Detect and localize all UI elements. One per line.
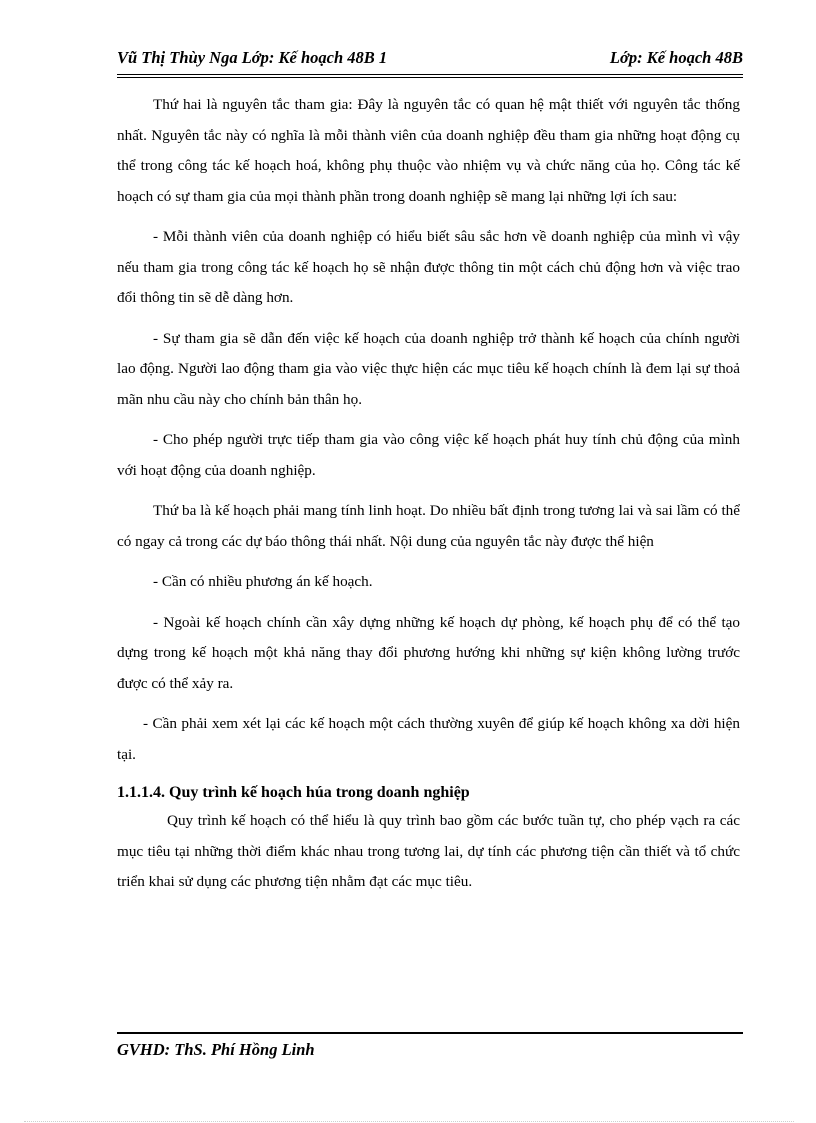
document-body xyxy=(117,90,740,898)
section-heading: 1.1.1.4. Quy trình kế hoạch húa trong doanh nghiệp xyxy=(117,784,470,801)
page-footer: GVHD: ThS. Phí Hồng Linh xyxy=(117,1040,315,1059)
paragraph-flexibility-principle: Thứ ba là kế hoạch phải mang tính linh hoạt. Do nhiều bất định trong tương lai và sai lầm có thể có ngay cả trong các dự báo thông thái nhất. Nội dung của nguyên tắc này được thể hiện xyxy=(117,502,740,550)
paragraph-benefit-3: - Cho phép người trực tiếp tham gia vào công việc kế hoạch phát huy tính chủ động của mình với hoạt động của doanh nghiệp. xyxy=(117,431,740,479)
paragraph-flexibility-3: - Cần phải xem xét lại các kế hoạch một cách thường xuyên để giúp kế hoạch không xa dời hiện tại. xyxy=(117,715,740,763)
header-author-class: Vũ Thị Thùy Nga Lớp: Kế hoạch 48B 1 xyxy=(117,48,388,67)
paragraph-benefit-1: - Mỗi thành viên của doanh nghiệp có hiểu biết sâu sắc hơn về doanh nghiệp của mình vì vậy nếu tham gia trong công tác kế hoạch họ sẽ nhận được thông tin một cách chủ động hơn và việc trao đổi thông tin sẽ dễ dàng hơn. xyxy=(117,228,740,306)
page-edge-dotted-line xyxy=(24,1121,794,1122)
paragraph-participation-principle: Thứ hai là nguyên tắc tham gia: Đây là nguyên tắc có quan hệ mật thiết với nguyên tắc thống nhất. Nguyên tắc này có nghĩa là mỗi thành viên của doanh nghiệp đều tham gia những hoạt động cụ thể trong công tác kế hoạch hoá, không phụ thuộc vào nhiệm vụ và chức năng của họ. Công tác kế hoạch có sự tham gia của mọi thành phần trong doanh nghiệp sẽ mang lại những lợi ích sau: xyxy=(117,96,740,205)
paragraph-benefit-2: - Sự tham gia sẽ dẫn đến việc kế hoạch của doanh nghiệp trở thành kế hoạch của chính người lao động. Người lao động tham gia vào việc thực hiện các mục tiêu kế hoạch chính là đem lại sự thoả mãn nhu cầu này cho chính bản thân họ. xyxy=(117,329,740,408)
section-paragraph: Quy trình kế hoạch có thể hiểu là quy trình bao gồm các bước tuần tự, cho phép vạch ra các mục tiêu tại những thời điểm khác nhau trong tương lai, dự tính các phương tiện cần thiết và tổ chức triển khai sử dụng các phương tiện nhằm đạt các mục tiêu. xyxy=(117,812,740,890)
page-header xyxy=(117,48,743,72)
header-double-rule xyxy=(117,74,743,78)
paragraph-flexibility-2: - Ngoài kế hoạch chính cần xây dựng những kế hoạch dự phòng, kế hoạch phụ để có thể tạo dựng trong kế hoạch một khả năng thay đổi phương hướng khi những sự kiện không lường trước được có thể xảy ra. xyxy=(117,613,740,692)
footer-rule xyxy=(117,1032,743,1034)
paragraph-flexibility-1: - Cần có nhiều phương án kế hoạch. xyxy=(153,573,373,590)
header-class: Lớp: Kế hoạch 48B xyxy=(609,48,743,67)
